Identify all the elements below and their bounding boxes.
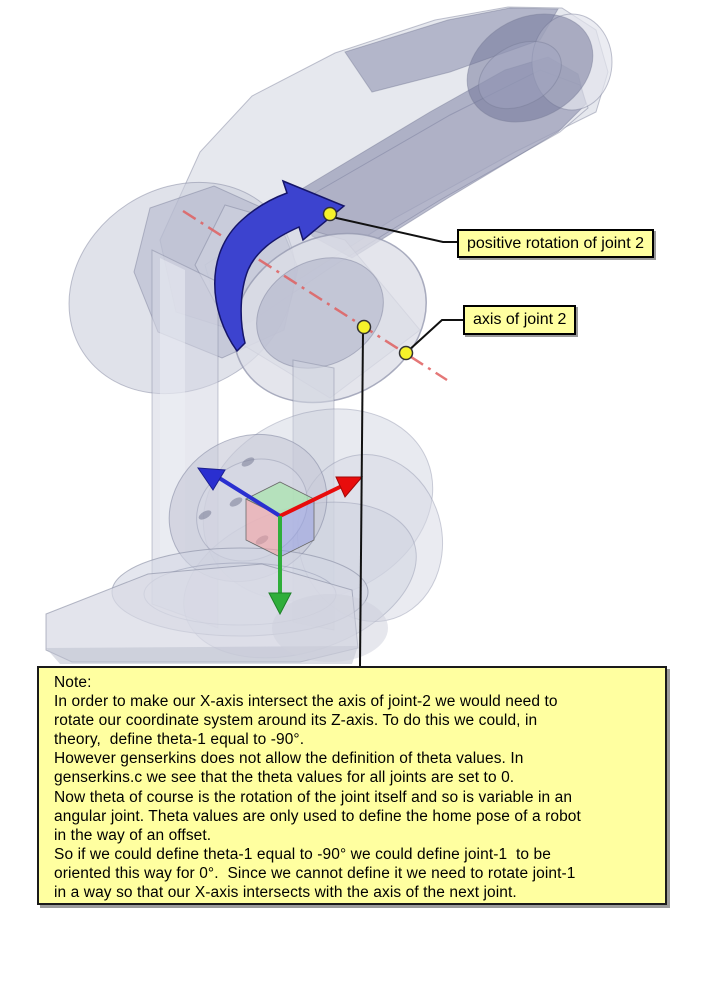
note-line: in the way of an offset. (54, 826, 212, 844)
note-box (37, 666, 667, 905)
axis-callout-label: axis of joint 2 (463, 305, 576, 335)
note-line: rotate our coordinate system around its Z-axis. To do this we could, in (54, 712, 538, 730)
note-line: genserkins.c we see that the theta values for all joints are set to 0. (54, 769, 515, 787)
axis-marker-dot-2 (400, 347, 413, 360)
note-line: in a way so that our X-axis intersects with the axis of the next joint. (54, 884, 517, 902)
note-line: oriented this way for 0°. Since we cannot define it we need to rotate joint-1 (54, 864, 576, 882)
rotation-marker-dot (324, 208, 337, 221)
robot-base (46, 548, 388, 664)
note-line: Note: (54, 674, 92, 691)
base-pedestal-stub (272, 594, 388, 662)
note-line: angular joint. Theta values are only used to define the home pose of a robot (54, 807, 581, 825)
note-line: However genserkins does not allow the definition of theta values. In (54, 750, 524, 768)
note-line: Now theta of course is the rotation of the joint itself and so is variable in an (54, 788, 573, 806)
note-line: theory, define theta-1 equal to -90°. (54, 731, 305, 749)
axis-marker-dot-1 (358, 321, 371, 334)
note-line: So if we could define theta-1 equal to -90° we could define joint-1 to be (54, 845, 551, 863)
rotation-callout-label: positive rotation of joint 2 (457, 229, 654, 258)
note-line: In order to make our X-axis intersect the axis of joint-2 we would need to (54, 693, 558, 711)
